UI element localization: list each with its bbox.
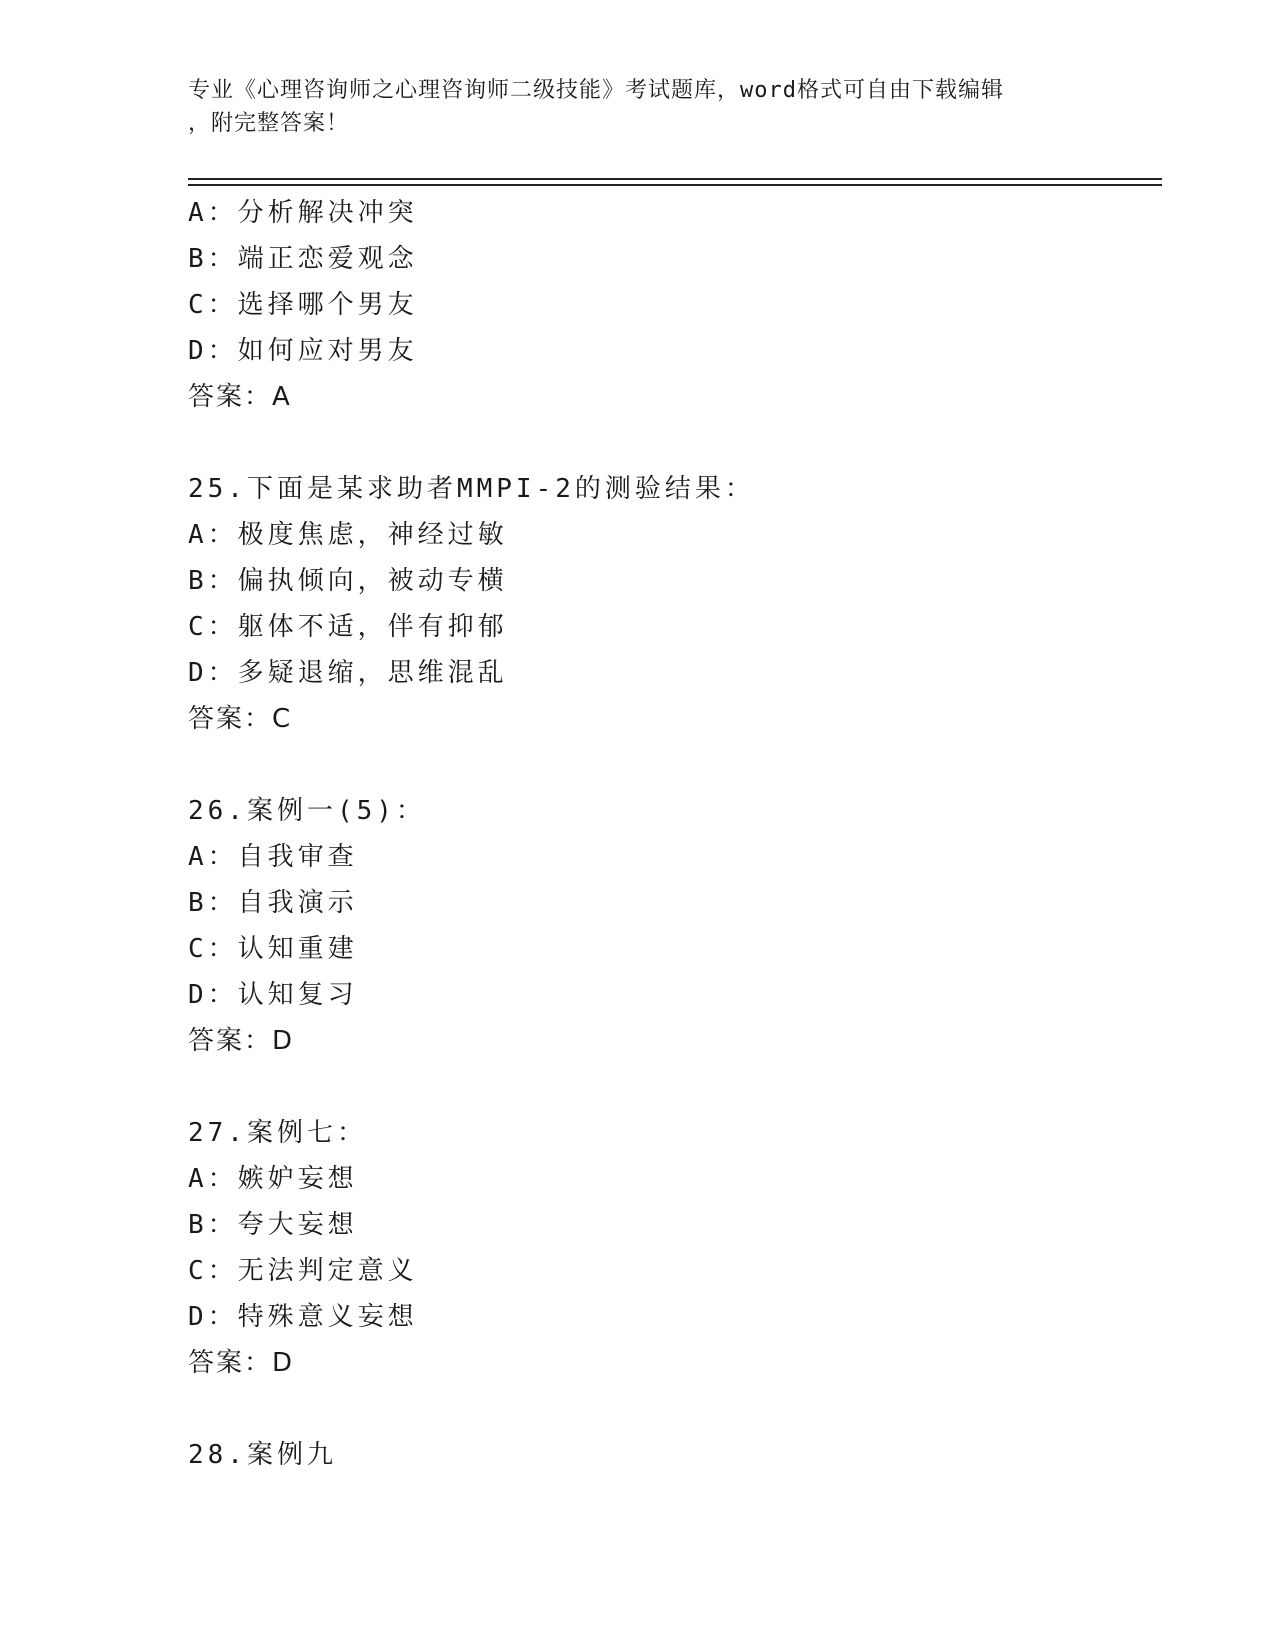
answer-line: 答案：C: [188, 704, 293, 734]
spacer: [188, 742, 1148, 788]
option-c: C：选择哪个男友: [188, 290, 418, 320]
header-divider-top: [188, 178, 1162, 180]
question-title: 26.案例一(5)：: [188, 796, 426, 826]
header-line-1: 专业《心理咨询师之心理咨询师二级技能》考试题库，word格式可自由下载编辑: [188, 78, 1004, 103]
question-block: [188, 1432, 1148, 1478]
option-c: C：认知重建: [188, 934, 358, 964]
question-title: 27.案例七：: [188, 1118, 367, 1148]
document-header: [188, 74, 1088, 140]
spacer: [188, 420, 1148, 466]
question-block: [188, 788, 1148, 1064]
answer-line: 答案：A: [188, 382, 292, 412]
option-d: D：特殊意义妄想: [188, 1302, 418, 1332]
option-d: D：认知复习: [188, 980, 358, 1010]
question-list: [188, 190, 1148, 1478]
spacer: [188, 1386, 1148, 1432]
answer-line: 答案：D: [188, 1348, 295, 1378]
header-line-2: ，附完整答案！: [188, 111, 350, 136]
option-d: D：多疑退缩，思维混乱: [188, 658, 508, 688]
option-a: A：分析解决冲突: [188, 198, 418, 228]
option-b: B：夸大妄想: [188, 1210, 358, 1240]
header-divider-bottom: [188, 184, 1162, 186]
question-title: 25.下面是某求助者MMPI-2的测验结果：: [188, 474, 755, 504]
question-block: [188, 466, 1148, 742]
option-b: B：自我演示: [188, 888, 358, 918]
option-a: A：嫉妒妄想: [188, 1164, 358, 1194]
option-a: A：自我审查: [188, 842, 358, 872]
question-title: 28.案例九: [188, 1440, 337, 1470]
option-b: B：偏执倾向，被动专横: [188, 566, 508, 596]
option-d: D：如何应对男友: [188, 336, 418, 366]
answer-line: 答案：D: [188, 1026, 295, 1056]
option-b: B：端正恋爱观念: [188, 244, 418, 274]
question-block: [188, 1110, 1148, 1386]
spacer: [188, 1064, 1148, 1110]
option-a: A：极度焦虑，神经过敏: [188, 520, 508, 550]
question-block: [188, 190, 1148, 420]
option-c: C：躯体不适，伴有抑郁: [188, 612, 508, 642]
option-c: C：无法判定意义: [188, 1256, 418, 1286]
